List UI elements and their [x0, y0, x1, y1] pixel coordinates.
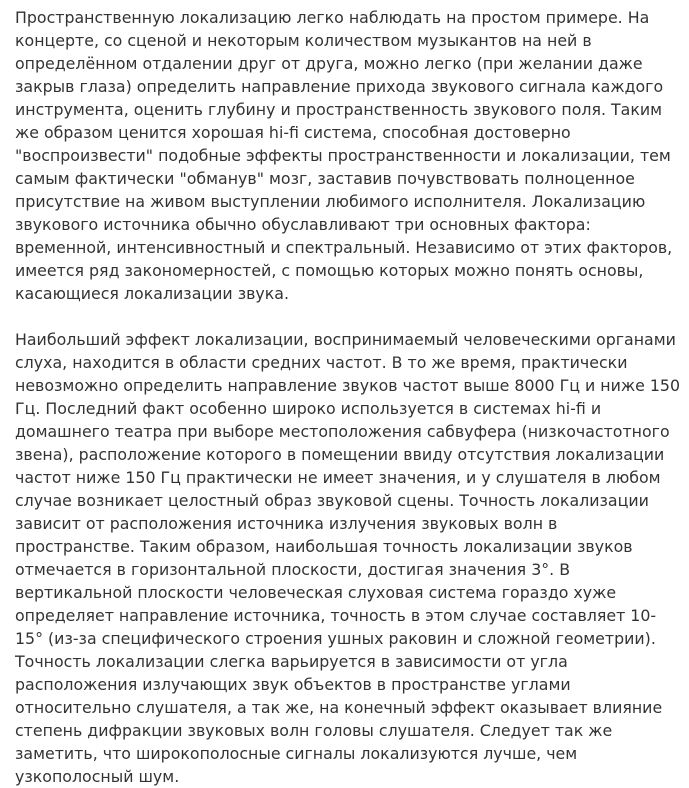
paragraph-spacer — [15, 305, 681, 328]
text-line: Точность локализации слегка варьируется в зависимости от угла — [15, 652, 568, 671]
text-line: Наибольший эффект локализации, воспринимаемый человеческими органами — [15, 330, 676, 349]
text-line: 15° (из-за специфического строения ушных раковин и сложной геометрии). — [15, 629, 656, 648]
text-line: Гц. Последний факт особенно широко используется в системах hi-fi и — [15, 399, 602, 418]
text-line: присутствие на живом выступлении любимого исполнителя. Локализацию — [15, 192, 646, 211]
text-line: вертикальной плоскости человеческая слуховая система гораздо хуже — [15, 583, 617, 602]
text-line: заметить, что широкополосные сигналы локализуются лучше, чем — [15, 744, 578, 763]
text-line: пространстве. Таким образом, наибольшая точность локализации звуков — [15, 537, 633, 556]
text-line: инструмента, оценить глубину и пространственность звукового поля. Таким — [15, 100, 663, 119]
text-line: звена), расположение которого в помещении ввиду отсутствия локализации — [15, 445, 665, 464]
text-line: "воспроизвести" подобные эффекты пространственности и локализации, тем — [15, 146, 671, 165]
text-line: определённом отдалении друг от друга, можно легко (при желании даже — [15, 54, 643, 73]
text-line: же образом ценится хорошая hi-fi система, способная достоверно — [15, 123, 571, 142]
text-line: временной, интенсивностный и спектральный. Независимо от этих факторов, — [15, 238, 673, 257]
text-line: степень дифракции звуковых волн головы слушателя. Следует так же — [15, 721, 613, 740]
text-line: отмечается в горизонтальной плоскости, достигая значения 3°. В — [15, 560, 571, 579]
text-line: Пространственную локализацию легко наблюдать на простом примере. На — [15, 8, 650, 27]
paragraph-1 — [15, 6, 681, 305]
text-line: имеется ряд закономерностей, с помощью которых можно понять основы, — [15, 261, 644, 280]
text-line: расположения излучающих звук объектов в пространстве углами — [15, 675, 571, 694]
text-line: частот ниже 150 Гц практически не имеет значения, и у слушателя в любом — [15, 468, 661, 487]
text-line: относительно слушателя, а так же, на конечный эффект оказывает влияние — [15, 698, 663, 717]
text-line: определяет направление источника, точность в этом случае составляет 10- — [15, 606, 657, 625]
text-line: звукового источника обычно обуславливают три основных фактора: — [15, 215, 591, 234]
text-line: слуха, находится в области средних частот. В то же время, практически — [15, 353, 628, 372]
text-line: случае возникает целостный образ звуковой сцены. Точность локализации — [15, 491, 649, 510]
text-line: закрыв глаза) определить направление прихода звукового сигнала каждого — [15, 77, 664, 96]
text-line: концерте, со сценой и некоторым количеством музыкантов на ней в — [15, 31, 592, 50]
text-line: касающиеся локализации звука. — [15, 284, 289, 303]
text-line: самым фактически "обманув" мозг, заставив почувствовать полноценное — [15, 169, 635, 188]
paragraph-2 — [15, 328, 681, 788]
text-line: домашнего театра при выборе местоположения сабвуфера (низкочастотного — [15, 422, 670, 441]
text-line: зависит от расположения источника излучения звуковых волн в — [15, 514, 558, 533]
text-line: невозможно определить направление звуков частот выше 8000 Гц и ниже 150 — [15, 376, 681, 395]
text-line: узкополосный шум. — [15, 767, 180, 786]
